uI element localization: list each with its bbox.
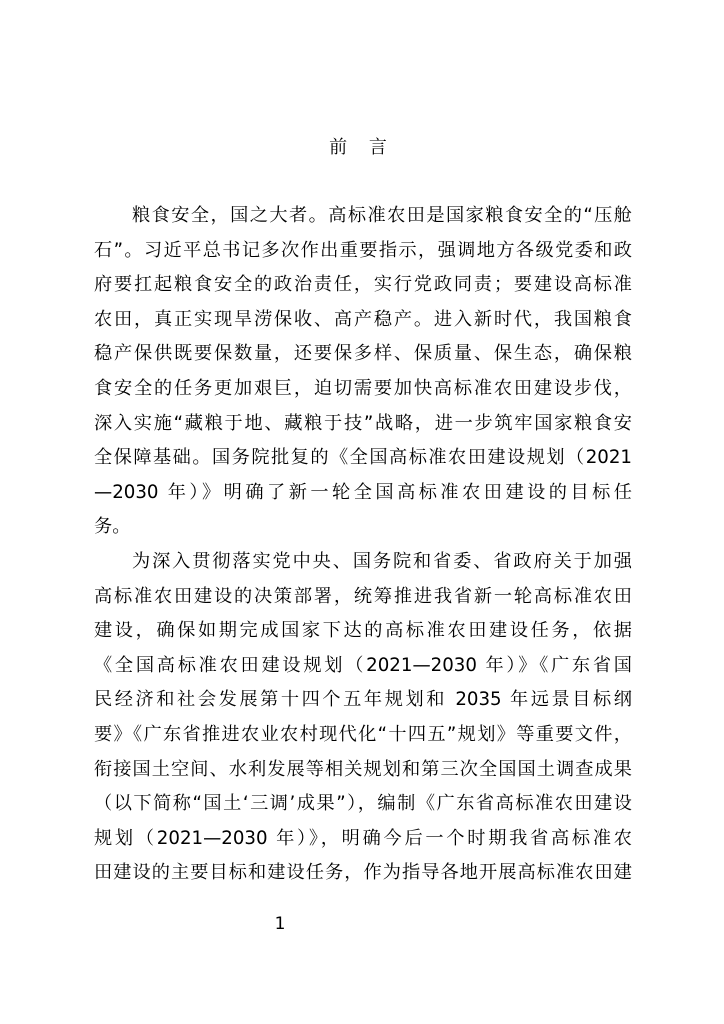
document-body xyxy=(94,199,632,891)
text-line: 务。 xyxy=(94,516,131,538)
text-line: 石”。习近平总书记多次作出重要指示，强调地方各级党委和政 xyxy=(94,239,632,261)
text-line: 建设，确保如期完成国家下达的高标准农田建设任务，依据 xyxy=(94,620,632,642)
text-line: 民经济和社会发展第十四个五年规划和 2035 年远景目标纲 xyxy=(94,689,632,711)
page-number: 1 xyxy=(274,914,286,934)
text-line: 全保障基础。国务院批复的《全国高标准农田建设规划（2021 xyxy=(94,447,632,469)
text-line: 田建设的主要目标和建设任务，作为指导各地开展高标准农田建 xyxy=(94,862,632,884)
text-line: 衔接国土空间、水利发展等相关规划和第三次全国国土调查成果 xyxy=(94,758,632,780)
text-line: 食安全的任务更加艰巨，迫切需要加快高标准农田建设步伐， xyxy=(94,377,632,399)
text-line: 要》《广东省推进农业农村现代化“十四五”规划》等重要文件， xyxy=(94,723,632,745)
text-line: 规划（2021—2030 年）》，明确今后一个时期我省高标准农 xyxy=(94,827,632,849)
paragraph xyxy=(94,545,632,891)
text-line: 《全国高标准农田建设规划（2021—2030 年）》《广东省国 xyxy=(94,654,632,676)
text-line: （以下简称“国土‘三调’成果”），编制《广东省高标准农田建设 xyxy=(94,793,632,815)
page-title: 前 言 xyxy=(329,137,395,158)
text-line: 农田，真正实现旱涝保收、高产稳产。进入新时代，我国粮食 xyxy=(94,308,632,330)
text-line: —2030 年）》明确了新一轮全国高标准农田建设的目标任 xyxy=(94,481,632,503)
text-line: 粮食安全，国之大者。高标准农田是国家粮食安全的“压舱 xyxy=(132,205,632,226)
text-line: 府要扛起粮食安全的政治责任，实行党政同责；要建设高标准 xyxy=(94,274,632,296)
text-line: 深入实施“藏粮于地、藏粮于技”战略，进一步筑牢国家粮食安 xyxy=(94,412,632,434)
text-line: 稳产保供既要保数量，还要保多样、保质量、保生态，确保粮 xyxy=(94,343,632,365)
text-line: 为深入贯彻落实党中央、国务院和省委、省政府关于加强 xyxy=(132,550,632,572)
text-line: 高标准农田建设的决策部署，统筹推进我省新一轮高标准农田 xyxy=(94,585,632,607)
paragraph xyxy=(94,199,632,545)
